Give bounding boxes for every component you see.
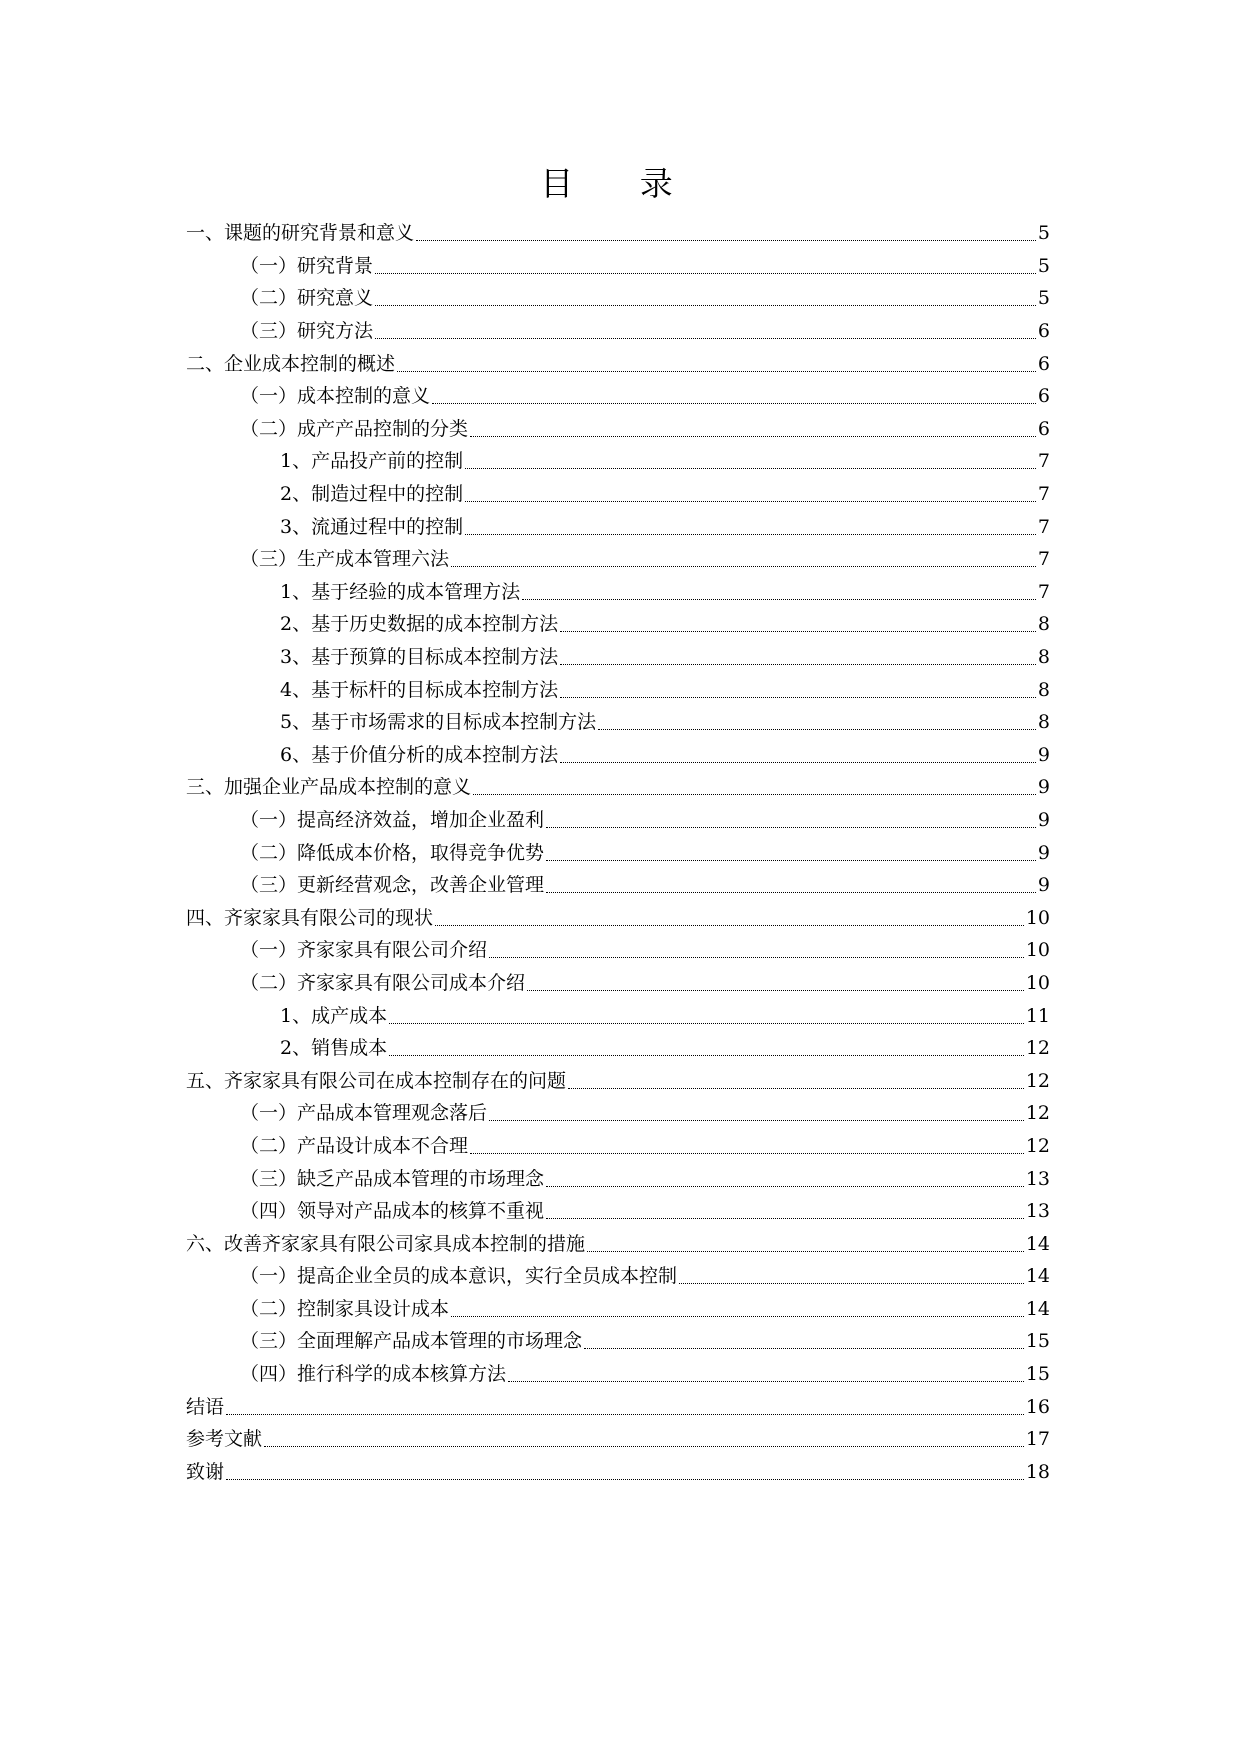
toc-entry-text: 五、齐家家具有限公司在成本控制存在的问题 [186,1069,567,1092]
toc-entry-text: （四）领导对产品成本的核算不重视 [240,1200,545,1223]
toc-entry-page-number: 15 [1025,1330,1050,1353]
toc-dot-leader [416,239,1036,241]
toc-entry[interactable] [186,217,1050,250]
toc-entry-page-number: 16 [1025,1395,1050,1418]
toc-entry[interactable] [186,543,1050,576]
toc-entry-page-number: 10 [1025,906,1050,929]
toc-entry[interactable] [186,250,1050,283]
toc-entry-page-number: 7 [1037,580,1050,603]
toc-entry[interactable] [186,608,1050,641]
toc-entry-text: 致谢 [186,1460,225,1483]
toc-entry-page-number: 12 [1025,1069,1050,1092]
toc-dot-leader [375,337,1036,339]
toc-entry-page-number: 14 [1025,1265,1050,1288]
toc-entry[interactable] [186,1325,1050,1358]
toc-entry-text: （三）更新经营观念，改善企业管理 [240,874,545,897]
toc-entry-text: （二）齐家家具有限公司成本介绍 [240,971,526,994]
toc-dot-leader [489,1119,1024,1121]
toc-entry-page-number: 7 [1037,483,1050,506]
toc-entry[interactable] [186,1032,1050,1065]
toc-entry-text: 1、产品投产前的控制 [280,450,464,473]
toc-entry[interactable] [186,901,1050,934]
toc-entry-text: （二）成产产品控制的分类 [240,417,469,440]
toc-entry-text: （二）控制家具设计成本 [240,1297,450,1320]
toc-entry[interactable] [186,804,1050,837]
toc-dot-leader [560,663,1036,665]
toc-entry-page-number: 8 [1037,678,1050,701]
toc-entry-page-number: 6 [1037,320,1050,343]
toc-entry[interactable] [186,1390,1050,1423]
toc-dot-leader [560,761,1036,763]
toc-entry-page-number: 12 [1025,1102,1050,1125]
toc-entry-page-number: 6 [1037,417,1050,440]
toc-entry[interactable] [186,478,1050,511]
toc-entry-text: （三）研究方法 [240,320,374,343]
toc-entry-page-number: 8 [1037,646,1050,669]
toc-entry-page-number: 7 [1037,548,1050,571]
toc-dot-leader [470,1152,1024,1154]
toc-entry-page-number: 5 [1037,287,1050,310]
toc-entry[interactable] [186,1423,1050,1456]
toc-entry[interactable] [186,1260,1050,1293]
toc-entry-text: （一）提高企业全员的成本意识，实行全员成本控制 [240,1265,678,1288]
toc-entry-text: 二、企业成本控制的概述 [186,352,396,375]
toc-entry-text: （一）研究背景 [240,254,374,277]
toc-dot-leader [568,1087,1024,1089]
toc-dot-leader [470,435,1036,437]
toc-dot-leader [432,402,1036,404]
toc-dot-leader [389,1054,1024,1056]
toc-entry-page-number: 12 [1025,1037,1050,1060]
toc-dot-leader [587,1250,1024,1252]
toc-entry-page-number: 9 [1037,743,1050,766]
toc-entry-text: （一）产品成本管理观念落后 [240,1102,488,1125]
toc-dot-leader [435,924,1024,926]
toc-dot-leader [546,826,1036,828]
toc-entry[interactable] [186,380,1050,413]
toc-entry-text: 2、制造过程中的控制 [280,483,464,506]
toc-title: 目 录 [540,164,701,203]
toc-entry-text: （四）推行科学的成本核算方法 [240,1363,507,1386]
toc-entry-page-number: 12 [1025,1134,1050,1157]
toc-entry-text: 四、齐家家具有限公司的现状 [186,906,434,929]
toc-entry[interactable] [186,510,1050,543]
toc-entry-text: （一）齐家家具有限公司介绍 [240,939,488,962]
toc-entry-page-number: 8 [1037,613,1050,636]
toc-entry-text: （三）全面理解产品成本管理的市场理念 [240,1330,583,1353]
toc-entry[interactable] [186,1358,1050,1391]
toc-entry[interactable] [186,445,1050,478]
toc-entry-page-number: 18 [1025,1460,1050,1483]
toc-entry-text: （三）缺乏产品成本管理的市场理念 [240,1167,545,1190]
toc-entry-text: （一）提高经济效益，增加企业盈利 [240,808,545,831]
toc-entry[interactable] [186,706,1050,739]
toc-entry[interactable] [186,869,1050,902]
toc-entry[interactable] [186,576,1050,609]
toc-entry-text: 六、改善齐家家具有限公司家具成本控制的措施 [186,1232,586,1255]
toc-entry[interactable] [186,1162,1050,1195]
toc-entry[interactable] [186,934,1050,967]
toc-entry[interactable] [186,1097,1050,1130]
toc-entry-text: 结语 [186,1395,225,1418]
toc-entry-page-number: 5 [1037,254,1050,277]
toc-entry-text: 5、基于市场需求的目标成本控制方法 [280,711,597,734]
toc-dot-leader [451,565,1036,567]
toc-entry-page-number: 13 [1025,1200,1050,1223]
toc-entry-page-number: 17 [1025,1428,1050,1451]
toc-entry[interactable] [186,282,1050,315]
toc-entry-text: 1、基于经验的成本管理方法 [280,580,521,603]
toc-dot-leader [527,989,1024,991]
toc-entry-text: 3、流通过程中的控制 [280,515,464,538]
toc-entry-text: 2、销售成本 [280,1037,388,1060]
toc-dot-leader [546,1217,1024,1219]
toc-entry-text: 一、课题的研究背景和意义 [186,222,415,245]
toc-entry[interactable] [186,315,1050,348]
toc-dot-leader [560,696,1036,698]
toc-dot-leader [465,500,1036,502]
toc-entry[interactable] [186,413,1050,446]
toc-entry-text: 参考文献 [186,1428,263,1451]
toc-entry-page-number: 15 [1025,1363,1050,1386]
toc-entry-text: （二）产品设计成本不合理 [240,1134,469,1157]
toc-dot-leader [465,533,1036,535]
toc-dot-leader [397,370,1036,372]
toc-entry-page-number: 10 [1025,939,1050,962]
toc-dot-leader [546,859,1036,861]
toc-entry[interactable] [186,347,1050,380]
toc-dot-leader [546,1185,1024,1187]
toc-dot-leader [598,728,1036,730]
toc-dot-leader [508,1380,1024,1382]
toc-dot-leader [522,598,1036,600]
toc-dot-leader [546,891,1036,893]
toc-entry-page-number: 6 [1037,352,1050,375]
toc-entry-text: （二）降低成本价格，取得竞争优势 [240,841,545,864]
toc-entry-page-number: 9 [1037,808,1050,831]
toc-entry-page-number: 11 [1025,1004,1050,1027]
toc-dot-leader [226,1413,1024,1415]
toc-entry-text: 4、基于标杆的目标成本控制方法 [280,678,559,701]
toc-entry[interactable] [186,771,1050,804]
toc-entry-page-number: 13 [1025,1167,1050,1190]
toc-entry[interactable] [186,836,1050,869]
toc-entry[interactable] [186,673,1050,706]
toc-entry-page-number: 7 [1037,450,1050,473]
toc-entry[interactable] [186,1130,1050,1163]
toc-entry[interactable] [186,641,1050,674]
toc-dot-leader [560,630,1036,632]
toc-entry-page-number: 9 [1037,841,1050,864]
toc-dot-leader [584,1347,1024,1349]
toc-entry-page-number: 9 [1037,874,1050,897]
toc-entry-text: 3、基于预算的目标成本控制方法 [280,646,559,669]
toc-entry[interactable] [186,1064,1050,1097]
toc-entry-text: （三）生产成本管理六法 [240,548,450,571]
toc-entry-page-number: 14 [1025,1297,1050,1320]
toc-entry-page-number: 7 [1037,515,1050,538]
toc-dot-leader [389,1022,1024,1024]
toc-entry[interactable] [186,1195,1050,1228]
toc-dot-leader [264,1445,1024,1447]
toc-entry[interactable] [186,1293,1050,1326]
toc-dot-leader [473,793,1036,795]
toc-entry-text: （二）研究意义 [240,287,374,310]
toc-entry[interactable] [186,967,1050,1000]
toc-dot-leader [679,1282,1024,1284]
toc-dot-leader [489,956,1024,958]
toc-entry-page-number: 9 [1037,776,1050,799]
toc-entry-page-number: 10 [1025,971,1050,994]
toc-entry[interactable] [186,739,1050,772]
toc-entry[interactable] [186,1227,1050,1260]
toc-entry-page-number: 5 [1037,222,1050,245]
toc-entry-page-number: 6 [1037,385,1050,408]
toc-entry-page-number: 14 [1025,1232,1050,1255]
toc-entry[interactable] [186,999,1050,1032]
toc-dot-leader [465,467,1036,469]
toc-dot-leader [451,1315,1024,1317]
toc-dot-leader [375,272,1036,274]
toc-entry[interactable] [186,1456,1050,1489]
toc-entry-text: 6、基于价值分析的成本控制方法 [280,743,559,766]
toc-entry-page-number: 8 [1037,711,1050,734]
toc-entry-text: 1、成产成本 [280,1004,388,1027]
toc-entry-text: 三、加强企业产品成本控制的意义 [186,776,472,799]
toc-dot-leader [226,1478,1024,1480]
toc-list [186,217,1050,1488]
toc-dot-leader [375,304,1036,306]
toc-entry-text: （一）成本控制的意义 [240,385,431,408]
toc-entry-text: 2、基于历史数据的成本控制方法 [280,613,559,636]
